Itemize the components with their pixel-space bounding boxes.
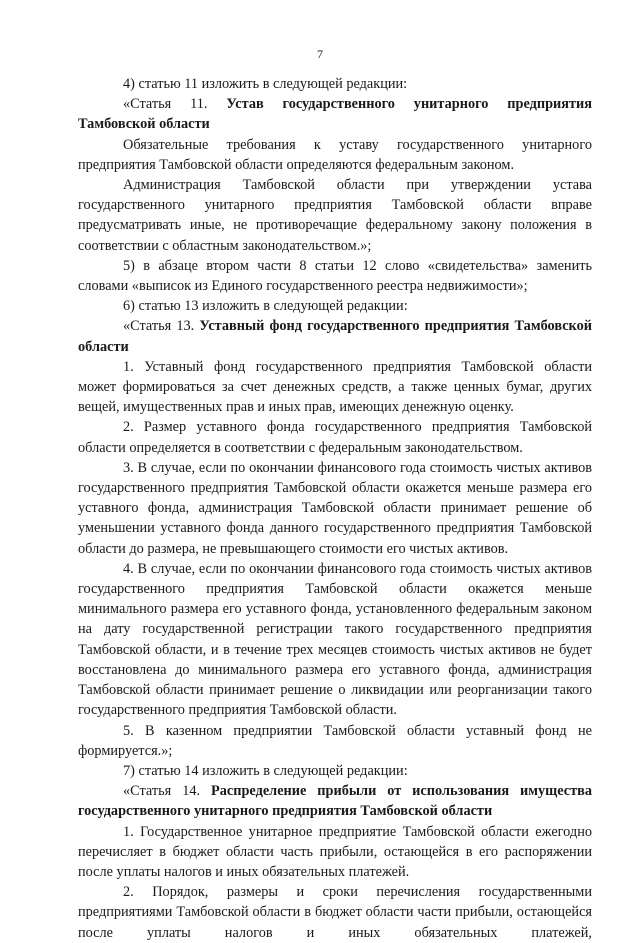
article-13-title: Уставный фонд государственного предприятия Тамбовской области [78,318,592,355]
article-13-heading [78,316,592,356]
document-body [78,74,592,943]
article-11-paragraph-2: Администрация Тамбовской области при утверждении устава государственного унитарного предприятия Тамбовской области вправе предусматривать иные, не противоречащие федеральному закону положения в соответствии с областным законодательством.»; [78,177,592,254]
article-13-label: «Статья 13. [123,318,200,335]
paragraph-item-4: 4) статью 11 изложить в следующей редакции: [123,76,408,92]
article-11-label: «Статья 11. [123,96,227,113]
article-14-heading [78,781,592,821]
article-13-part-5: 5. В казенном предприятии Тамбовской области уставный фонд не формируется.»; [78,722,592,759]
article-14-part-1: 1. Государственное унитарное предприятие Тамбовской области ежегодно перечисляет в бюджет области часть прибыли, остающейся в его распоряжении после уплаты налогов и иных обязательных платежей. [78,823,592,880]
article-11-title: Устав государственного унитарного предприятия Тамбовской области [78,96,592,133]
article-13-part-2: 2. Размер уставного фонда государственного предприятия Тамбовской области определяется в соответствии с федеральным законодательством. [78,419,592,456]
paragraph-item-5: 5) в абзаце втором части 8 статьи 12 слово «свидетельства» заменить словами «выписок из Единого государственного реестра недвижимости»; [78,257,592,295]
article-14-title: Распределение прибыли от использования имущества государственного унитарного предприятия Тамбовской области [78,783,592,820]
article-14-label: «Статья 14. [123,783,212,800]
page-number: 7 [317,47,323,61]
article-13-part-3: 3. В случае, если по окончании финансового года стоимость чистых активов государственного предприятия Тамбовской области окажется меньше размера его уставного фонда, администрация Тамбовской области принимает решение об уменьшении уставного фонда данного государственного предприятия Тамбовской области до размера, не превышающего стоимости его чистых активов. [78,459,592,557]
article-11-heading [78,94,592,134]
article-13-part-1: 1. Уставный фонд государственного предприятия Тамбовской области может формироваться за счет денежных средств, а также ценных бумаг, других вещей, имущественных прав и иных прав, имеющих денежную оценку. [78,358,592,416]
paragraph-item-6: 6) статью 13 изложить в следующей редакции: [123,298,408,315]
paragraph-item-7: 7) статью 14 изложить в следующей редакции: [123,762,408,779]
article-11-paragraph-1: Обязательные требования к уставу государственного унитарного предприятия Тамбовской области определяются федеральным законом. [78,136,592,173]
article-14-part-2: 2. Порядок, размеры и сроки перечисления государственными предприятиями Тамбовской области в бюджет области части прибыли, остающейся после уплаты налогов и иных обязательных платежей, [78,884,592,941]
article-13-part-4: 4. В случае, если по окончании финансового года стоимость чистых активов государственного предприятия Тамбовской области окажется меньше минимального размера его уставного фонда, установленного федеральным законом на дату государственной регистрации такого государственного предприятия Тамбовской области, и в течение трех месяцев стоимость чистых активов не будет восстановлена до минимального размера его уставного фонда, администрация Тамбовской области принимает решение о ликвидации или реорганизации такого государственного предприятия Тамбовской области. [78,560,592,719]
